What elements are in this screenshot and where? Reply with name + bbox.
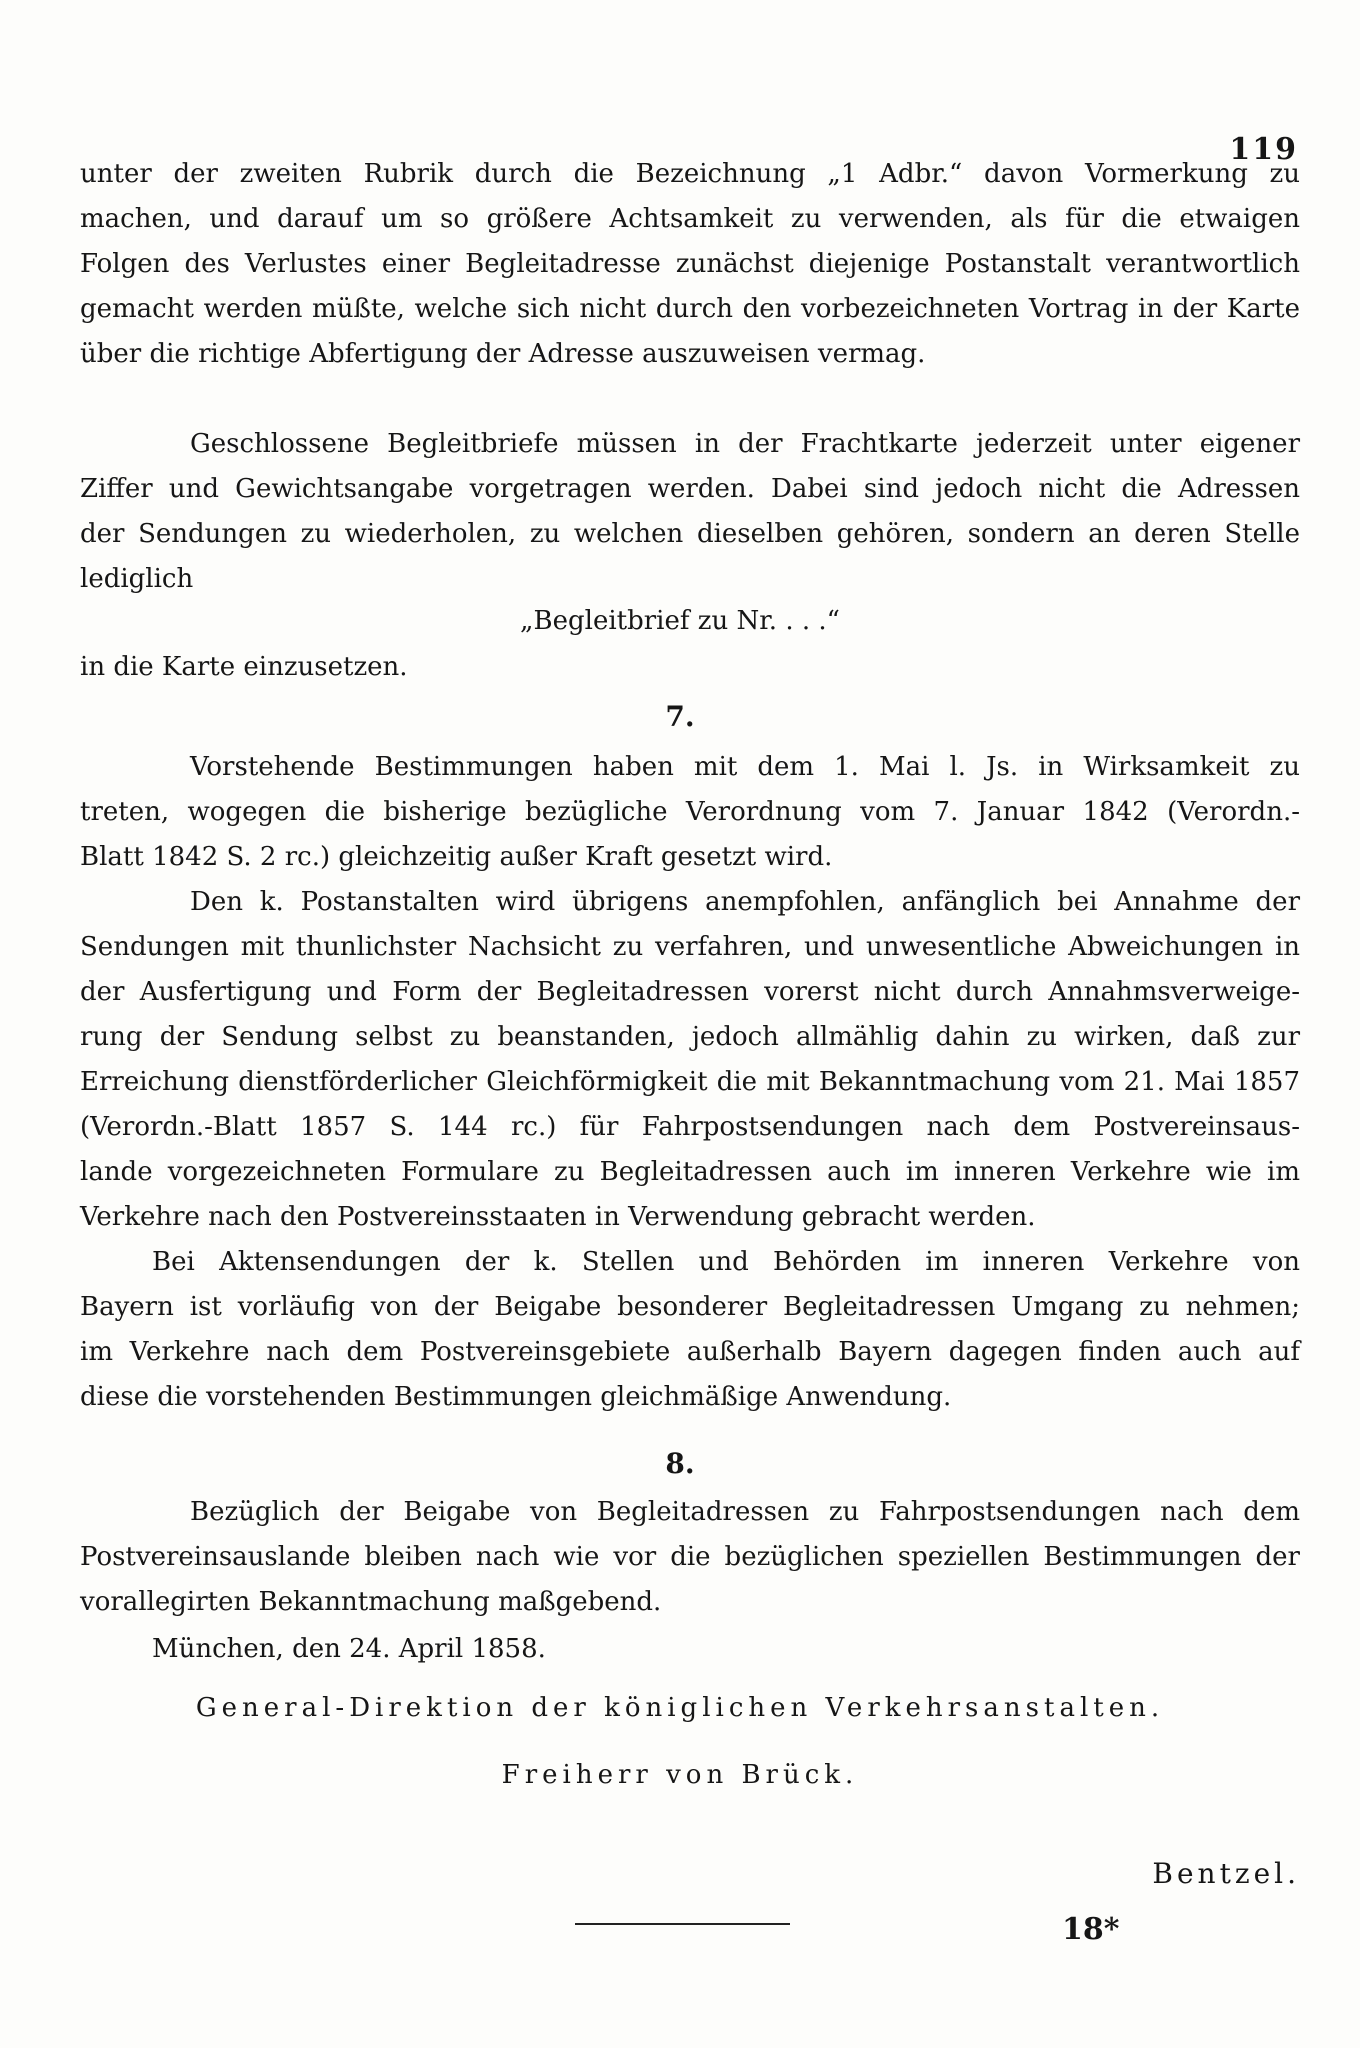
text-line: lediglich [80, 564, 194, 594]
paragraph-7-3 [80, 1240, 1300, 1420]
page-number: 119 [1229, 132, 1298, 167]
section-number-7: 7. [665, 700, 695, 733]
text-line: Folgen des Verlustes einer Begleitadresse zunächst diejenige Postanstalt verantwortlich [80, 249, 1300, 279]
text-line: der Ausfertigung und Form der Begleitadressen vorerst nicht durch Annahmsverweige- [80, 977, 1300, 1007]
paragraph-after-quote [80, 645, 1300, 690]
footnote-divider [575, 1923, 790, 1925]
paragraph-8 [80, 1490, 1300, 1625]
text-line: rung der Sendung selbst zu beanstanden, jedoch allmählig dahin zu wirken, daß zur [80, 1022, 1300, 1052]
text-line: Erreichung dienstförderlicher Gleichförmigkeit die mit Bekanntmachung vom 21. Mai 1857 [80, 1067, 1300, 1097]
text-line: Den k. Postanstalten wird übrigens anempfohlen, anfänglich bei Annahme der [190, 887, 1300, 917]
text-line: Blatt 1842 S. 2 rc.) gleichzeitig außer Kraft gesetzt wird. [80, 842, 833, 872]
text-line: Bayern ist vorläufig von der Beigabe besonderer Begleitadressen Umgang zu nehmen; [80, 1292, 1300, 1322]
text-line: treten, wogegen die bisherige bezügliche Verordnung vom 7. Januar 1842 (Verordn.- [80, 797, 1300, 827]
text-line: Bei Aktensendungen der k. Stellen und Behörden im inneren Verkehre von [152, 1247, 1300, 1277]
paragraph-7-1 [80, 745, 1300, 880]
text-line: (Verordn.-Blatt 1857 S. 144 rc.) für Fahrpostsendungen nach dem Postvereinsaus- [80, 1112, 1300, 1142]
quoted-insertion: „Begleitbrief zu Nr. . . .“ [520, 606, 840, 636]
paragraph-rubrik [80, 152, 1300, 377]
paragraph-7-2 [80, 880, 1300, 1240]
text-line: vorallegirten Bekanntmachung maßgebend. [80, 1587, 662, 1617]
signatory: Freiherr von Brück. [501, 1760, 859, 1790]
text-line: über die richtige Abfertigung der Adresse auszuweisen vermag. [80, 339, 926, 369]
signature-mark: 18* [1062, 1912, 1120, 1947]
text-line: unter der zweiten Rubrik durch die Bezeichnung „1 Adbr.“ davon Vormerkung zu [80, 159, 1300, 189]
text-line: gemacht werden müßte, welche sich nicht durch den vorbezeichneten Vortrag in der Karte [80, 294, 1300, 324]
issuing-authority: General-Direktion der königlichen Verkehrsanstalten. [195, 1693, 1165, 1723]
text-line: Vorstehende Bestimmungen haben mit dem 1. Mai l. Js. in Wirksamkeit zu [190, 752, 1300, 782]
text-line: Bezüglich der Beigabe von Begleitadressen zu Fahrpostsendungen nach dem [190, 1497, 1300, 1527]
text-line: Postvereinsauslande bleiben nach wie vor die bezüglichen speziellen Bestimmungen der [80, 1542, 1300, 1572]
text-line: Geschlossene Begleitbriefe müssen in der Frachtkarte jederzeit unter eigener [190, 429, 1300, 459]
countersignature: Bentzel. [1152, 1857, 1300, 1890]
date-line-block [80, 1627, 1300, 1672]
text-line: Sendungen mit thunlichster Nachsicht zu verfahren, und unwesentliche Abweichungen in [80, 932, 1300, 962]
section-number-8: 8. [665, 1447, 695, 1480]
date-line: München, den 24. April 1858. [152, 1634, 546, 1664]
text-line: lande vorgezeichneten Formulare zu Begleitadressen auch im inneren Verkehre wie im [80, 1157, 1300, 1187]
text-line: Ziffer und Gewichtsangabe vorgetragen werden. Dabei sind jedoch nicht die Adressen [80, 474, 1300, 504]
text-line: in die Karte einzusetzen. [80, 652, 408, 682]
text-line: Verkehre nach den Postvereinsstaaten in Verwendung gebracht werden. [80, 1202, 1036, 1232]
text-line: im Verkehre nach dem Postvereinsgebiete außerhalb Bayern dagegen finden auch auf [80, 1337, 1300, 1367]
text-line: der Sendungen zu wiederholen, zu welchen dieselben gehören, sondern an deren Stelle [80, 519, 1300, 549]
paragraph-begleitbriefe [80, 422, 1300, 602]
text-line: machen, und darauf um so größere Achtsamkeit zu verwenden, als für die etwaigen [80, 204, 1300, 234]
text-line: diese die vorstehenden Bestimmungen gleichmäßige Anwendung. [80, 1382, 952, 1412]
